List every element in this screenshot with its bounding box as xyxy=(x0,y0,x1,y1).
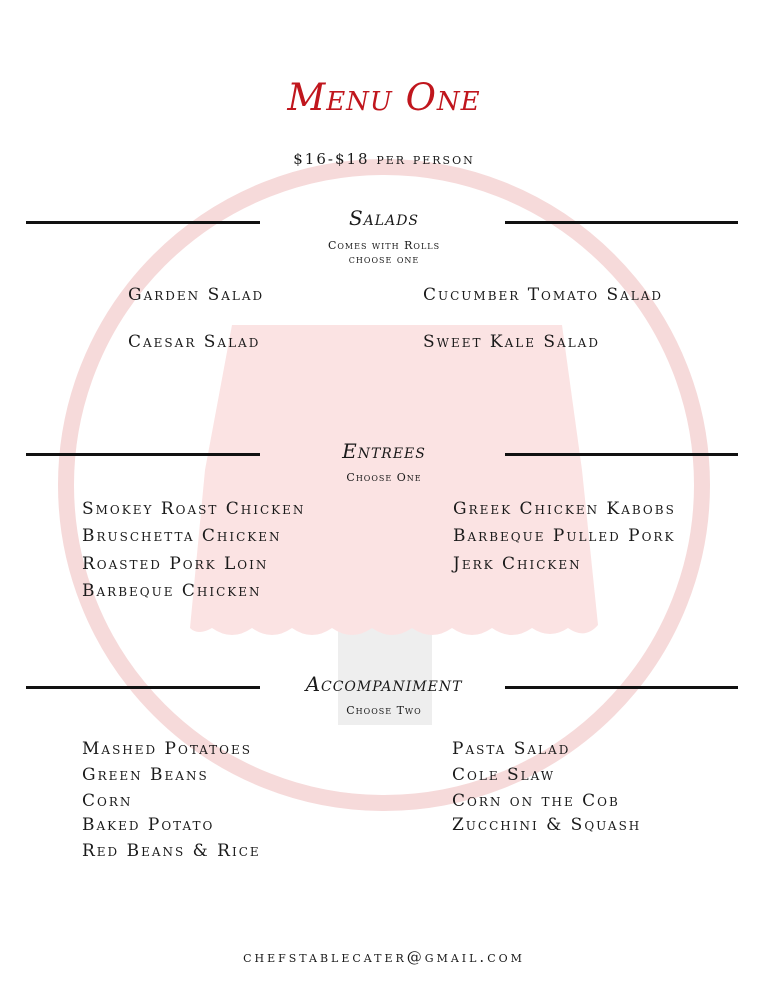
menu-item: Cole Slaw xyxy=(452,765,556,785)
menu-item: Sweet Kale Salad xyxy=(423,332,600,352)
menu-item: Cucumber Tomato Salad xyxy=(423,285,664,305)
menu-item: Corn xyxy=(82,791,133,811)
entrees-note: Choose One xyxy=(346,471,422,484)
menu-item: Pasta Salad xyxy=(452,739,571,759)
menu-item: Smokey Roast Chicken xyxy=(82,499,306,519)
accompaniment-heading: Accompaniment xyxy=(305,672,463,696)
menu-item: Barbeque Chicken xyxy=(82,581,262,601)
menu-item: Bruschetta Chicken xyxy=(82,526,282,546)
menu-item: Roasted Pork Loin xyxy=(82,554,269,574)
menu-item: Caesar Salad xyxy=(128,332,261,352)
menu-item: Jerk Chicken xyxy=(453,554,582,574)
menu-title: Menu One xyxy=(287,76,481,119)
salads-note: choose one xyxy=(348,253,420,266)
menu-item: Greek Chicken Kabobs xyxy=(453,499,676,519)
menu-item: Baked Potato xyxy=(82,815,215,835)
menu-item: Mashed Potatoes xyxy=(82,739,252,759)
accompaniment-note: Choose Two xyxy=(346,704,422,717)
menu-item: Green Beans xyxy=(82,765,209,785)
salads-heading: Salads xyxy=(348,206,420,230)
price-per-person: $16-$18 per person xyxy=(293,150,475,168)
menu-item: Zucchini & Squash xyxy=(452,815,642,835)
salads-note: Comes with Rolls xyxy=(327,239,441,252)
contact-email: chefstablecater@gmail.com xyxy=(243,948,525,966)
entrees-heading: Entrees xyxy=(342,439,426,463)
menu-item: Garden Salad xyxy=(128,285,265,305)
menu-item: Red Beans & Rice xyxy=(82,841,261,861)
menu-item: Corn on the Cob xyxy=(452,791,620,811)
menu-item: Barbeque Pulled Pork xyxy=(453,526,676,546)
